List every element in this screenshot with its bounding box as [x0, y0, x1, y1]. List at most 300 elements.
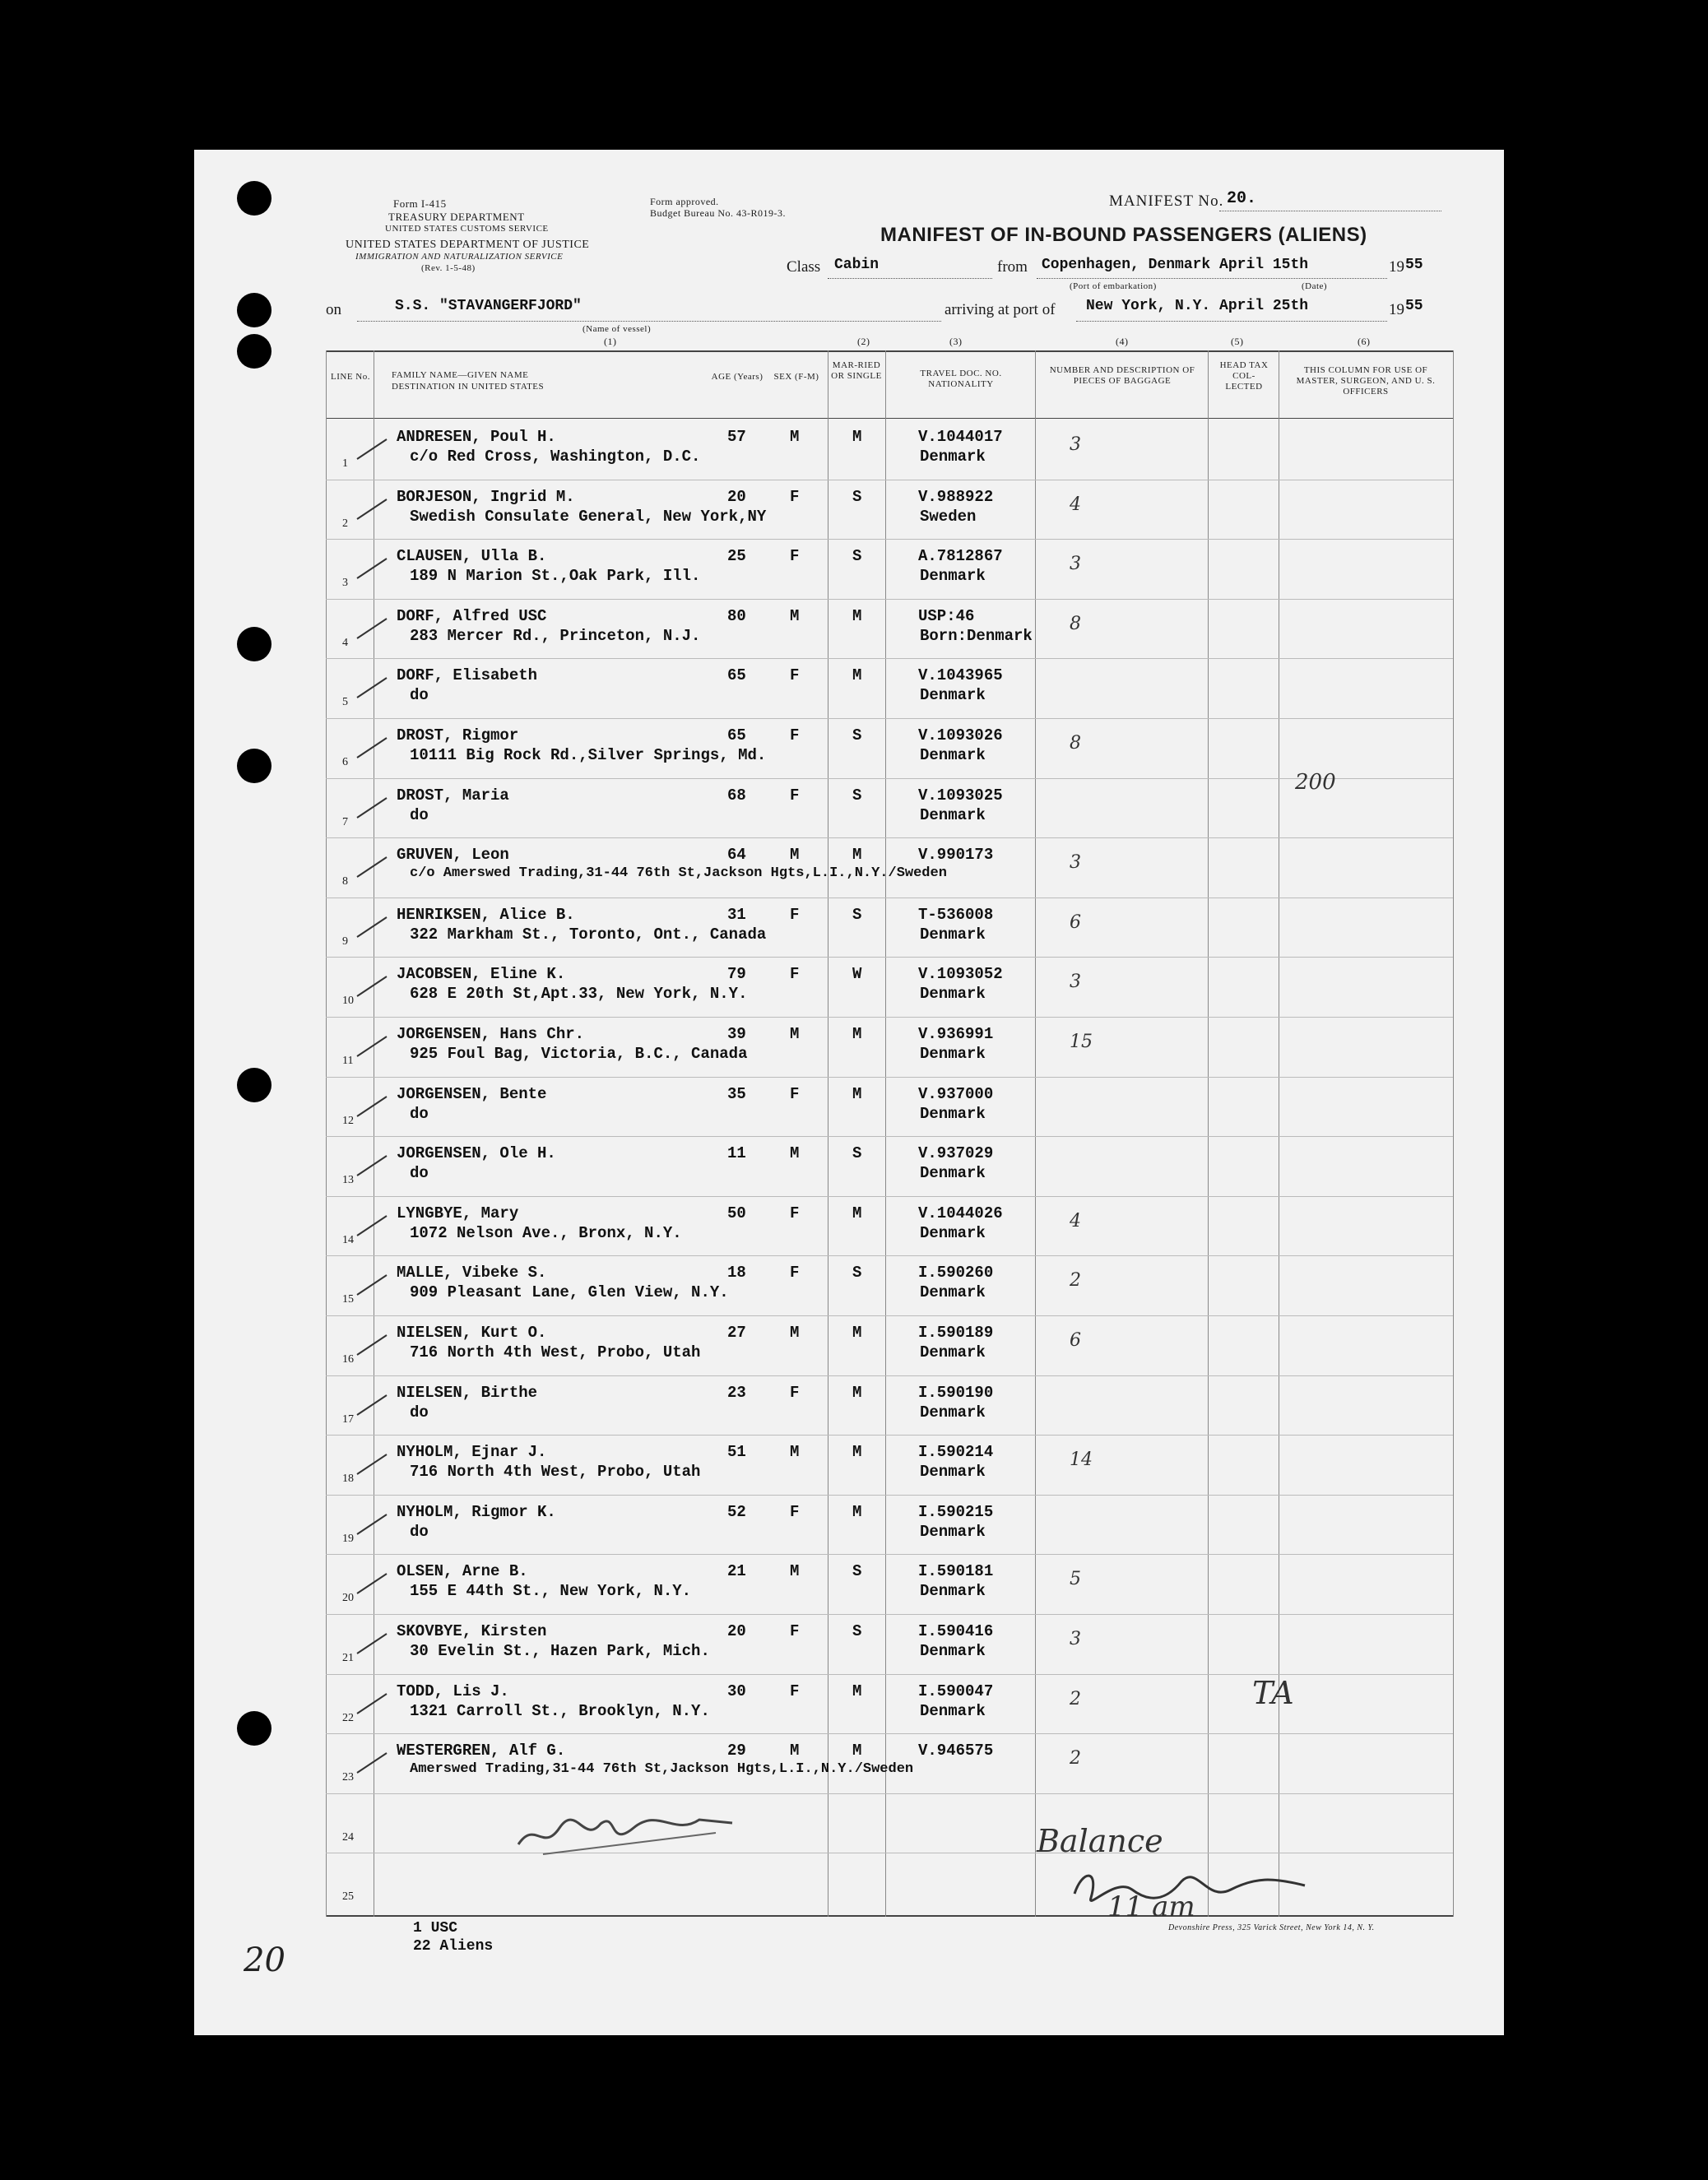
row-travel-doc: I.590181 [918, 1562, 994, 1581]
row-travel-doc: V.988922 [918, 487, 994, 506]
row-sex: F [790, 1502, 800, 1521]
row-line-number: 17 [342, 1412, 354, 1426]
row-check-mark [355, 1332, 388, 1357]
arrival-value: New York, N.Y. April 25th [1086, 298, 1309, 314]
row-travel-doc: V.1093026 [918, 726, 1003, 744]
row-check-mark [355, 1451, 388, 1476]
row-destination: 322 Markham St., Toronto, Ont., Canada [410, 925, 767, 944]
row-age: 29 [727, 1742, 746, 1760]
row-marital-status: S [852, 905, 862, 924]
row-marital-status: M [852, 1084, 862, 1103]
vessel-name: S.S. "STAVANGERFJORD" [395, 298, 582, 314]
row-marital-status: S [852, 547, 862, 566]
col-number-6: (6) [1358, 336, 1371, 347]
row-check-mark [355, 496, 388, 521]
row-line-number: 19 [342, 1532, 354, 1545]
row-check-mark [355, 854, 388, 879]
row-name: DORF, Elisabeth [397, 666, 538, 685]
row-baggage: 2 [1070, 1688, 1081, 1709]
row-divider [326, 1495, 1453, 1496]
row-destination: do [410, 1403, 429, 1422]
row-sex: F [790, 1084, 800, 1103]
row-nationality: Denmark [920, 1104, 986, 1123]
row-divider [326, 1375, 1453, 1376]
col-number-4: (4) [1116, 336, 1129, 347]
punch-hole-3 [237, 334, 272, 369]
row-travel-doc: I.590215 [918, 1502, 994, 1521]
row-destination: 716 North 4th West, Probo, Utah [410, 1343, 701, 1361]
row-marital-status: M [852, 666, 862, 685]
row-baggage: 15 [1070, 1032, 1093, 1052]
row-divider [326, 1017, 1453, 1018]
row-age: 18 [727, 1264, 746, 1282]
row-sex: F [790, 726, 800, 744]
row-age: 50 [727, 1204, 746, 1222]
row-line-number: 22 [342, 1711, 354, 1724]
row-baggage: 4 [1070, 494, 1081, 515]
row-divider [326, 1077, 1453, 1078]
row-divider [326, 1793, 1453, 1794]
row-line-number: 10 [342, 995, 354, 1008]
row-destination: 30 Evelin St., Hazen Park, Mich. [410, 1642, 710, 1660]
punch-hole-1 [237, 181, 272, 216]
row-baggage: 8 [1070, 613, 1081, 634]
punch-hole-4 [237, 627, 272, 661]
row-name: NIELSEN, Kurt O. [397, 1324, 547, 1342]
row-divider [326, 1733, 1453, 1734]
row-marital-status: M [852, 1324, 862, 1342]
row-marital-status: S [852, 1622, 862, 1640]
row-nationality: Denmark [920, 1701, 986, 1720]
row-sex: M [790, 606, 800, 625]
row-line-number: 15 [342, 1293, 354, 1306]
year-prefix-1: 19 [1389, 258, 1404, 276]
row-baggage: 3 [1070, 852, 1081, 874]
row-travel-doc: V.1093025 [918, 786, 1003, 805]
row-divider [326, 1554, 1453, 1555]
row-destination: 716 North 4th West, Probo, Utah [410, 1463, 701, 1482]
row-check-mark [355, 1511, 388, 1536]
row-sex: F [790, 1622, 800, 1640]
header-family-name: FAMILY NAME—GIVEN NAME [392, 370, 529, 380]
arriving-label: arriving at port of [945, 301, 1056, 318]
rev-label: (Rev. 1-5-48) [421, 263, 476, 273]
row-destination: c/o Red Cross, Washington, D.C. [410, 448, 701, 466]
row-travel-doc: V.946575 [918, 1742, 994, 1760]
row-name: CLAUSEN, Ulla B. [397, 547, 547, 566]
page-title: MANIFEST OF IN-BOUND PASSENGERS (ALIENS) [880, 224, 1367, 246]
row-nationality: Denmark [920, 746, 986, 764]
col-number-1: (1) [604, 336, 617, 347]
row-divider [326, 1435, 1453, 1436]
row-name: BORJESON, Ingrid M. [397, 487, 575, 506]
row-marital-status: M [852, 1025, 862, 1043]
col-number-5: (5) [1231, 336, 1244, 347]
row-name: NIELSEN, Birthe [397, 1383, 538, 1402]
row-line-number: 20 [342, 1592, 354, 1605]
row-line-number: 3 [342, 577, 348, 590]
row-sex: F [790, 786, 800, 805]
justice-label: UNITED STATES DEPARTMENT OF JUSTICE [346, 239, 590, 251]
row-baggage: 2 [1070, 1748, 1081, 1770]
row-destination: 1072 Nelson Ave., Bronx, N.Y. [410, 1223, 682, 1242]
row-age: 21 [727, 1562, 746, 1581]
year-prefix-2: 19 [1389, 301, 1404, 318]
row-name: TODD, Lis J. [397, 1681, 509, 1700]
row-sex: F [790, 1264, 800, 1282]
treasury-label: TREASURY DEPARTMENT [388, 211, 525, 223]
row-nationality: Denmark [920, 805, 986, 824]
header-line-no: LINE No. [331, 372, 370, 382]
row-age: 64 [727, 846, 746, 865]
row-baggage: 5 [1070, 1569, 1081, 1590]
row-name: OLSEN, Arne B. [397, 1562, 528, 1581]
row-name: ANDRESEN, Poul H. [397, 428, 556, 446]
row-marital-status: M [852, 846, 862, 865]
row-line-number: 24 [342, 1830, 354, 1844]
form-number: Form I-415 [393, 197, 447, 210]
row-nationality: Denmark [920, 985, 986, 1004]
row-divider [326, 718, 1453, 719]
row-marital-status: S [852, 1562, 862, 1581]
row-name: JACOBSEN, Eline K. [397, 965, 566, 984]
margin-note: 20 [244, 1941, 285, 1979]
row-age: 79 [727, 965, 746, 984]
row-marital-status: S [852, 786, 862, 805]
row-name: WESTERGREN, Alf G. [397, 1742, 566, 1760]
row-destination: 283 Mercer Rd., Princeton, N.J. [410, 626, 701, 645]
date-caption: (Date) [1302, 281, 1328, 291]
row-baggage: 3 [1070, 554, 1081, 575]
manifest-page [194, 150, 1504, 2035]
row-line-number: 6 [342, 756, 348, 768]
row-destination: Amerswed Trading,31-44 76th St,Jackson Hgts,L.I.,N.Y./Sweden [410, 1761, 914, 1778]
row-check-mark [355, 1570, 388, 1595]
row-divider [326, 1196, 1453, 1197]
row-check-mark [355, 735, 388, 759]
header-married: MAR-RIED OR SINGLE [831, 360, 882, 381]
row-travel-doc: V.1043965 [918, 666, 1003, 685]
row-sex: M [790, 1562, 800, 1581]
row-name: JORGENSEN, Ole H. [397, 1144, 556, 1163]
punch-hole-6 [237, 1068, 272, 1102]
row-marital-status: M [852, 428, 862, 446]
row-line-number: 4 [342, 636, 348, 649]
row-sex: M [790, 428, 800, 446]
row-marital-status: M [852, 1383, 862, 1402]
col-number-3: (3) [949, 336, 963, 347]
header-age: AGE (Years) [711, 372, 763, 382]
row-check-mark [355, 436, 388, 461]
row-marital-status: M [852, 1742, 862, 1760]
row-age: 30 [727, 1681, 746, 1700]
from-label: from [997, 258, 1028, 276]
port-embark-caption: (Port of embarkation) [1070, 281, 1157, 291]
row-nationality: Denmark [920, 1223, 986, 1242]
row-line-number: 16 [342, 1353, 354, 1366]
row-baggage: 2 [1070, 1270, 1081, 1292]
budget-label: Budget Bureau No. 43-R019-3. [650, 207, 786, 219]
row-name: DROST, Rigmor [397, 726, 519, 744]
row-line-number: 12 [342, 1114, 354, 1127]
row-travel-doc: I.590189 [918, 1324, 994, 1342]
row-sex: F [790, 905, 800, 924]
row-nationality: Denmark [920, 1463, 986, 1482]
row-divider [326, 1136, 1453, 1137]
row-marital-status: M [852, 606, 862, 625]
row-sex: M [790, 1742, 800, 1760]
row-nationality: Denmark [920, 1522, 986, 1541]
row-age: 23 [727, 1383, 746, 1402]
row-travel-doc: I.590190 [918, 1383, 994, 1402]
row-age: 20 [727, 1622, 746, 1640]
from-value: Copenhagen, Denmark April 15th [1042, 257, 1309, 273]
row-name: MALLE, Vibeke S. [397, 1264, 547, 1282]
row-destination: 189 N Marion St.,Oak Park, Ill. [410, 567, 701, 586]
row-name: SKOVBYE, Kirsten [397, 1622, 547, 1640]
row-baggage: 8 [1070, 733, 1081, 754]
row-nationality: Denmark [920, 925, 986, 944]
year-2: 55 [1405, 298, 1423, 314]
row-name: GRUVEN, Leon [397, 846, 509, 865]
balance-note: Balance [1037, 1823, 1163, 1859]
row-name: DORF, Alfred USC [397, 606, 547, 625]
row-marital-status: S [852, 1144, 862, 1163]
on-label: on [326, 301, 341, 318]
row-line-number: 1 [342, 457, 348, 470]
row-age: 65 [727, 726, 746, 744]
row-sex: M [790, 1025, 800, 1043]
row-baggage: 6 [1070, 911, 1081, 933]
row-divider [326, 778, 1453, 779]
row-destination: 10111 Big Rock Rd.,Silver Springs, Md. [410, 746, 767, 764]
row-marital-status: M [852, 1681, 862, 1700]
header-destination: DESTINATION IN UNITED STATES [392, 382, 545, 392]
punch-hole-7 [237, 1711, 272, 1746]
row-age: 57 [727, 428, 746, 446]
row-age: 20 [727, 487, 746, 506]
row-age: 68 [727, 786, 746, 805]
row-check-mark [355, 973, 388, 998]
row-nationality: Denmark [920, 1283, 986, 1302]
signature-left [510, 1803, 740, 1861]
row-name: NYHOLM, Ejnar J. [397, 1443, 547, 1462]
row-line-number: 11 [342, 1055, 354, 1067]
row-baggage: 4 [1070, 1210, 1081, 1231]
row-check-mark [355, 1213, 388, 1237]
row-nationality: Denmark [920, 448, 986, 466]
row-line-number: 23 [342, 1771, 354, 1784]
row-line-number: 2 [342, 517, 348, 530]
row-travel-doc: I.590416 [918, 1622, 994, 1640]
row-destination: do [410, 1164, 429, 1183]
row-baggage: 6 [1070, 1330, 1081, 1351]
row-line-number: 5 [342, 696, 348, 709]
row-check-mark [355, 1691, 388, 1715]
time-note: 11 am [1107, 1890, 1195, 1923]
row-travel-doc: V.1093052 [918, 965, 1003, 984]
row-check-mark [355, 795, 388, 819]
row-check-mark [355, 1392, 388, 1417]
row-sex: M [790, 1324, 800, 1342]
row-name: DROST, Maria [397, 786, 509, 805]
row-name: JORGENSEN, Hans Chr. [397, 1025, 585, 1043]
row-age: 35 [727, 1084, 746, 1103]
header-officers: THIS COLUMN FOR USE OF MASTER, SURGEON, AND U. S. OFFICERS [1296, 365, 1436, 397]
row-sex: F [790, 547, 800, 566]
row-name: LYNGBYE, Mary [397, 1204, 519, 1222]
row-marital-status: S [852, 1264, 862, 1282]
row-baggage: 3 [1070, 972, 1081, 993]
header-sex: SEX (F-M) [773, 372, 819, 382]
row-travel-doc: I.590214 [918, 1443, 994, 1462]
total-usc: 1 USC [413, 1920, 458, 1936]
row-nationality: Denmark [920, 1642, 986, 1660]
row-travel-doc: V.990173 [918, 846, 994, 865]
row-marital-status: M [852, 1204, 862, 1222]
row-travel-doc: V.937000 [918, 1084, 994, 1103]
row-destination: 1321 Carroll St., Brooklyn, N.Y. [410, 1701, 710, 1720]
row-travel-doc: USP:46 [918, 606, 975, 625]
row-destination: 628 E 20th St,Apt.33, New York, N.Y. [410, 985, 748, 1004]
row-divider [326, 957, 1453, 958]
row-line-number: 8 [342, 875, 348, 888]
row-sex: M [790, 1144, 800, 1163]
row-line-number: 7 [342, 815, 348, 828]
row-name: JORGENSEN, Bente [397, 1084, 547, 1103]
row-divider [326, 658, 1453, 659]
col-number-2: (2) [857, 336, 870, 347]
row-destination: do [410, 1522, 429, 1541]
row-sex: F [790, 1204, 800, 1222]
header-head-tax: HEAD TAX COL-LECTED [1219, 360, 1269, 392]
manifest-no-label: MANIFEST No. [1109, 192, 1224, 210]
printer-imprint: Devonshire Press, 325 Varick Street, New York 14, N. Y. [1168, 1923, 1375, 1932]
row-name: NYHOLM, Rigmor K. [397, 1502, 556, 1521]
row-nationality: Denmark [920, 686, 986, 705]
row-sex: F [790, 1681, 800, 1700]
class-value: Cabin [834, 257, 880, 273]
row-divider [326, 837, 1453, 838]
row-check-mark [355, 675, 388, 699]
row-travel-doc: V.936991 [918, 1025, 994, 1043]
row-destination: Swedish Consulate General, New York,NY [410, 507, 767, 526]
row-divider [326, 1315, 1453, 1316]
row-nationality: Denmark [920, 1343, 986, 1361]
ins-label: IMMIGRATION AND NATURALIZATION SERVICE [355, 252, 564, 262]
row-marital-status: M [852, 1443, 862, 1462]
row-line-number: 25 [342, 1890, 354, 1904]
row-nationality: Denmark [920, 1582, 986, 1601]
row-divider [326, 1614, 1453, 1615]
row-age: 11 [727, 1144, 746, 1163]
customs-label: UNITED STATES CUSTOMS SERVICE [385, 224, 549, 234]
row-check-mark [355, 1630, 388, 1655]
initials-note: TA [1252, 1675, 1294, 1711]
row-age: 39 [727, 1025, 746, 1043]
manifest-no: 20. [1227, 189, 1257, 208]
row-travel-doc: V.1044026 [918, 1204, 1003, 1222]
header-travel-doc: TRAVEL DOC. NO. NATIONALITY [920, 369, 1002, 389]
row-marital-status: M [852, 1502, 862, 1521]
header-baggage: NUMBER AND DESCRIPTION OF PIECES OF BAGGAGE [1049, 365, 1195, 386]
row-check-mark [355, 1033, 388, 1058]
row-age: 65 [727, 666, 746, 685]
row-sex: F [790, 487, 800, 506]
vessel-caption: (Name of vessel) [582, 324, 652, 334]
signature-right [1066, 1861, 1313, 1918]
row-divider [326, 1255, 1453, 1256]
row-line-number: 18 [342, 1473, 354, 1486]
row-travel-doc: T-536008 [918, 905, 994, 924]
punch-hole-5 [237, 749, 272, 783]
row-sex: F [790, 965, 800, 984]
row-destination: 155 E 44th St., New York, N.Y. [410, 1582, 692, 1601]
row-name: HENRIKSEN, Alice B. [397, 905, 575, 924]
row-check-mark [355, 1093, 388, 1118]
row-age: 27 [727, 1324, 746, 1342]
row-travel-doc: I.590047 [918, 1681, 994, 1700]
row-destination: 925 Foul Bag, Victoria, B.C., Canada [410, 1045, 748, 1063]
class-label: Class [787, 258, 821, 276]
row-age: 52 [727, 1502, 746, 1521]
row-travel-doc: A.7812867 [918, 547, 1003, 566]
row-nationality: Sweden [920, 507, 977, 526]
row-destination: 909 Pleasant Lane, Glen View, N.Y. [410, 1283, 729, 1302]
row-check-mark [355, 615, 388, 640]
row-line-number: 13 [342, 1174, 354, 1187]
row-baggage: 3 [1070, 434, 1081, 455]
row-destination: do [410, 1104, 429, 1123]
row-travel-doc: I.590260 [918, 1264, 994, 1282]
row-destination: do [410, 805, 429, 824]
row-divider [326, 539, 1453, 540]
row-marital-status: W [852, 965, 862, 984]
row-check-mark [355, 1750, 388, 1774]
row-check-mark [355, 914, 388, 939]
row-line-number: 14 [342, 1233, 354, 1246]
row-travel-doc: V.937029 [918, 1144, 994, 1163]
row-destination: do [410, 686, 429, 705]
row-check-mark [355, 1153, 388, 1177]
row-age: 31 [727, 905, 746, 924]
row-marital-status: S [852, 487, 862, 506]
row-nationality: Denmark [920, 567, 986, 586]
row-nationality: Denmark [920, 1403, 986, 1422]
form-approved: Form approved. [650, 196, 719, 207]
row-sex: M [790, 1443, 800, 1462]
row-age: 80 [727, 606, 746, 625]
row-age: 51 [727, 1443, 746, 1462]
row-marital-status: S [852, 726, 862, 744]
row-line-number: 9 [342, 935, 348, 948]
row-check-mark [355, 555, 388, 580]
row-check-mark [355, 1272, 388, 1296]
row-officer-note: 200 [1295, 769, 1336, 795]
row-line-number: 21 [342, 1652, 354, 1664]
row-nationality: Born:Denmark [920, 626, 1033, 645]
row-sex: F [790, 1383, 800, 1402]
row-divider [326, 599, 1453, 600]
row-nationality: Denmark [920, 1045, 986, 1063]
row-nationality: Denmark [920, 1164, 986, 1183]
row-baggage: 3 [1070, 1629, 1081, 1649]
year-1: 55 [1405, 257, 1423, 273]
punch-hole-2 [237, 293, 272, 327]
row-baggage: 14 [1070, 1449, 1093, 1471]
row-sex: F [790, 666, 800, 685]
row-travel-doc: V.1044017 [918, 428, 1003, 446]
